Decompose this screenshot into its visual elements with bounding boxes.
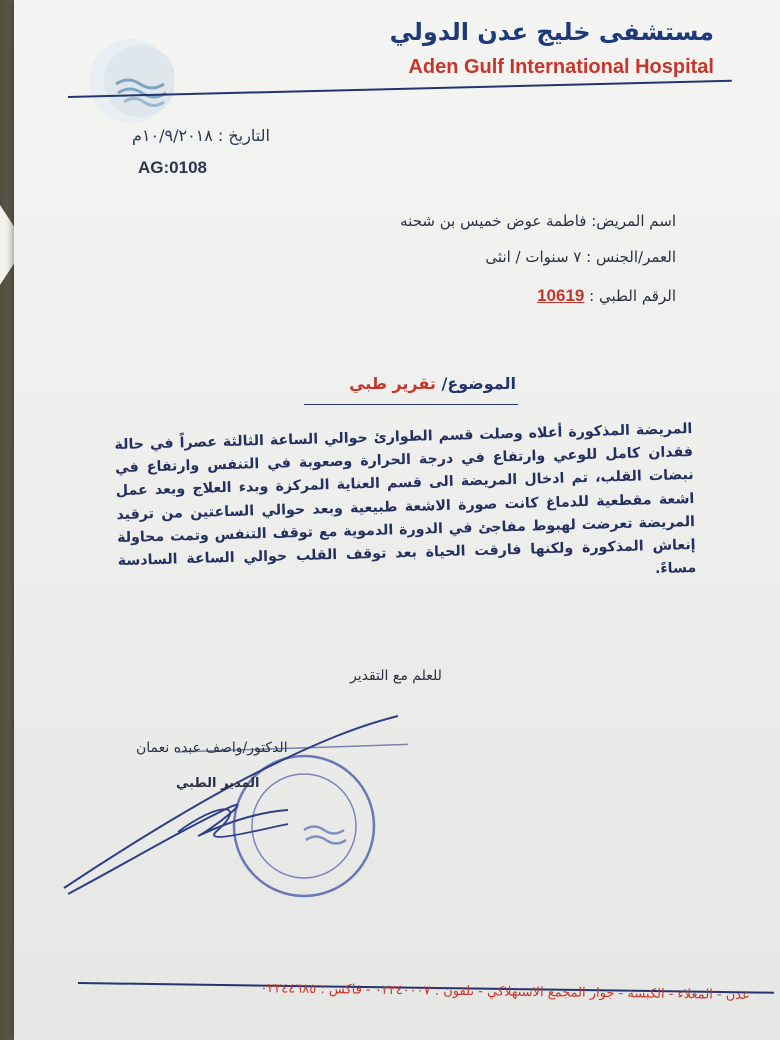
patient-age-gender: العمر/الجنس : ٧ سنوات / انثى [485,248,676,266]
doctor-title: المدير الطبي [176,776,260,791]
hospital-name-english: Aden Gulf International Hospital [408,56,714,78]
report-body: المريضة المذكورة أعلاه وصلت قسم الطوارئ حوالي الساعة الثالثة عصراً في حالة فقدان كامل للوعي وارتفاع في درجة الحرارة وصعوبة في التنفس وارتفاع في نبضات القلب، تم ادخال المريضة الى قسم العناية المركزة وبدء العلاج وبعد عمل اشعة مقطعية للدماغ كانت صورة الاشعة طبيعية وبعد حوالي الساعتين من ترقيد المريضة تعرضت لهبوط مفاجئ في الدورة الدموية مع توقف التنفس وتمت محاولة إنعاش المذكورة ولكنها فارقت الحياة بعد توقف القلب حوالي الساعة السادسة مساءً. [114,420,697,578]
footer-address: عدن - المعلاء - الكبسة - جوار المجمع الاستهلاكي - تلفون : ٠٢٢٤٠٠٠٧ - فاكس : ٠٢٢٤٤٦٨٥ [260,981,750,1003]
subject-line [304,370,518,405]
closing-line: للعلم مع التقدير [350,668,442,684]
patient-name: اسم المريض: فاطمة عوض خميس بن شحنه [400,212,676,230]
medical-number-value: 10619 [537,286,585,305]
hospital-name-arabic: مستشفى خليج عدن الدولي [389,18,714,46]
subject-label: الموضوع/ [441,374,516,393]
subject-value: تقرير طبي [349,374,436,393]
reference-number: AG:0108 [138,158,207,177]
crescent-wave-logo-icon [88,38,174,124]
letter-date: التاريخ : ١٠/٩/٢٠١٨م [132,126,270,145]
medical-number-label: الرقم الطبي : [589,287,676,305]
letter-page [14,0,780,1040]
patient-medical-number-line [537,286,676,306]
doctor-name: الدكتور/واصف عبده نعمان [136,740,288,756]
